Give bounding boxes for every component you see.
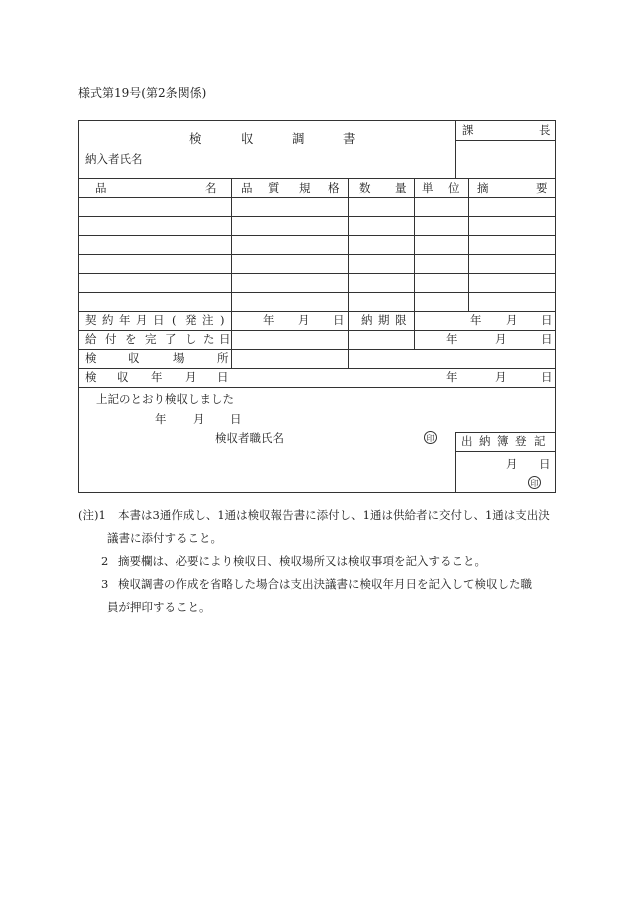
col-spec-3: 規 [299, 181, 311, 195]
doc-title-1: 検 [189, 131, 202, 146]
inspection-day: 日 [541, 370, 553, 384]
confirm-month: 月 [193, 412, 205, 426]
contract-day: 日 [333, 313, 345, 327]
confirmation-text: 上記のとおり検収しました [96, 392, 234, 406]
inspection-month: 月 [495, 370, 507, 384]
doc-title-3: 調 [292, 131, 305, 146]
note-3-number: 3 [101, 577, 109, 591]
section-chief-label-2: 長 [539, 123, 551, 137]
ledger-day: 日 [539, 457, 551, 471]
contract-month: 月 [298, 313, 310, 327]
doc-title-2: 収 [241, 131, 254, 146]
note-2-number: 2 [101, 554, 109, 568]
inspection-year: 年 [446, 370, 458, 384]
col-item-1: 品 [95, 181, 107, 195]
col-remarks-2: 要 [536, 181, 548, 195]
ledger-month: 月 [506, 457, 518, 471]
delivery-month: 月 [495, 332, 507, 346]
confirm-year: 年 [155, 412, 167, 426]
notes-prefix: (注)1 [78, 508, 106, 522]
col-item-2: 名 [205, 181, 217, 195]
form-number: 様式第19号(第2条関係) [78, 86, 207, 100]
col-spec-2: 質 [268, 181, 280, 195]
inspection-form: 検 収 調 書 納入者氏名 課 長 品 名 品 質 規 格 数 量 単 位 摘 要 契 約 年 月 日 ( 発 注 ) 年 月 日 納 期 限 年 月 日 給 付 を 完 了 し た 日 年 月 日 検 収 場 所 検 収 年 月 日 年 月 日 上記のとおり検収しました 年 月 日 検収者職氏名 印 出 納 簿 登 記 月 日 印 [78, 120, 556, 493]
delivery-day: 日 [541, 332, 553, 346]
note-3-line-2: 員が押印すること。 [107, 600, 211, 614]
note-2-text: 摘要欄は、必要により検収日、検収場所又は検収事項を記入すること。 [118, 554, 486, 568]
note-3-line-1: 検収調書の作成を省略した場合は支出決議書に検収年月日を記入して検収した職 [118, 577, 532, 591]
deadline-day: 日 [541, 313, 553, 327]
note-1-line-2: 議書に添付すること。 [107, 531, 222, 545]
col-unit-2: 位 [448, 181, 460, 195]
confirm-day: 日 [230, 412, 242, 426]
delivery-year: 年 [446, 332, 458, 346]
col-remarks-1: 摘 [477, 181, 489, 195]
doc-title-4: 書 [343, 131, 356, 146]
deadline-month: 月 [506, 313, 518, 327]
deadline-year: 年 [470, 313, 482, 327]
ledger-seal-icon: 印 [528, 476, 541, 489]
payer-name-label: 納入者氏名 [85, 152, 143, 166]
col-qty-1: 数 [359, 181, 371, 195]
note-1-line-1: 本書は3通作成し、1通は検収報告書に添付し、1通は供給者に交付し、1通は支出決 [118, 508, 550, 522]
col-unit-1: 単 [422, 181, 434, 195]
col-spec-1: 品 [241, 181, 253, 195]
contract-year: 年 [263, 313, 275, 327]
inspector-name-label: 検収者職氏名 [215, 431, 284, 445]
section-chief-label-1: 課 [462, 123, 474, 137]
col-spec-4: 格 [328, 181, 340, 195]
col-qty-2: 量 [395, 181, 407, 195]
inspector-seal-icon: 印 [424, 431, 437, 444]
